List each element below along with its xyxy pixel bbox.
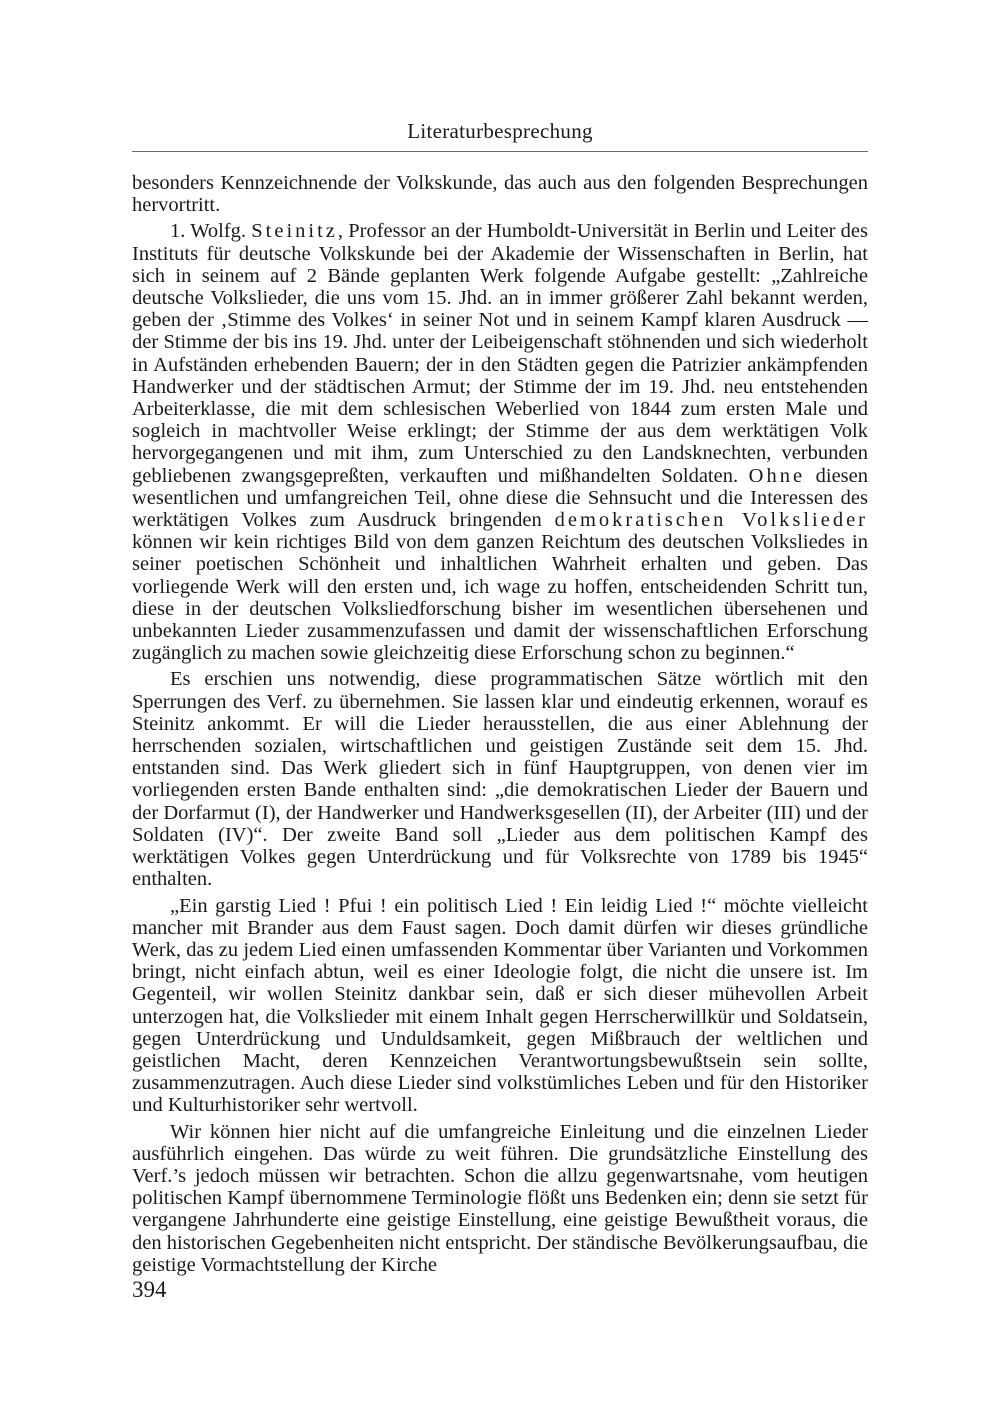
spaced-word-ohne: Ohne xyxy=(748,464,806,487)
spaced-phrase-demokratischen-volkslieder: demokratischen Volkslieder xyxy=(554,509,869,532)
paragraph-3: Es erschien uns notwendig, diese programmatischen Sätze wörtlich mit den Sperrungen des Verf. zu übernehmen. Sie lassen klar und eindeutig erkennen, worauf es Steinitz ankommt. Er will die Lieder herausstellen, die aus einer Ablehnung der herrschenden sozialen, wirtschaftlichen und geistigen Zustände seit dem 15. Jhd. entstanden sind. Das Werk gliedert sich in fünf Hauptgruppen, von denen vier im vorliegenden ersten Bande enthalten sind: „die demokratischen Lieder der Bauern und der Dorfarmut (I), der Handwerker und Handwerksgesellen (II), der Arbeiter (III) und der Soldaten (IV)“. Der zweite Band soll „Lieder aus dem politischen Kampf des werktätigen Volkes gegen Unterdrückung und für Volksrechte von 1789 bis 1945“ enthalten. xyxy=(132,668,868,891)
paragraph-2-part-c: diesen wesentlichen und umfangreichen Teil, ohne diese die Sehnsucht und die Interessen des werktätigen Volkes zum Ausdruck bringenden xyxy=(132,464,868,532)
paragraph-5: Wir können hier nicht auf die umfangreiche Einleitung und die einzelnen Lieder ausführlich eingehen. Das würde zu weit führen. Die grundsätzliche Einstellung des Verf.’s jedoch müssen wir betrachten. Schon die allzu gegenwartsnahe, vom heutigen politischen Kampf übernommene Terminologie flößt uns Bedenken ein; denn sie setzt für vergangene Jahrhunderte eine geistige Einstellung, eine geistige Bewußtheit voraus, die den historischen Gegebenheiten nicht entspricht. Der ständische Bevölkerungsaufbau, die geistige Vormachtstellung der Kirche xyxy=(132,1120,868,1276)
page-number: 394 xyxy=(132,1277,167,1302)
header-rule xyxy=(132,151,868,152)
paragraph-2 xyxy=(132,220,868,664)
paragraph-2-part-a: 1. Wolfg. xyxy=(170,220,252,243)
paragraph-2-part-d: können wir kein richtiges Bild von dem ganzen Reichtum des deutschen Volksliedes in seiner poetischen Schönheit und inhaltlichen Wahrheit erhalten und geben. Das vorliegende Werk will den ersten und, ich wage zu hoffen, entscheidenden Schritt tun, diese in der deutschen Volksliedforschung bisher im wesentlichen übersehenen und unbekannten Lieder zusammenzufassen und damit der wissenschaftlichen Erforschung zugänglich zu machen sowie gleichzeitig diese Erforschung schon zu beginnen.“ xyxy=(132,531,868,665)
paragraph-2-part-b: , Professor an der Humboldt-Universität in Berlin und Leiter des Instituts für deutsche Volkskunde bei der Akademie der Wissenschaften in Berlin, hat sich in seinem auf 2 Bände geplanten Werk folgende Aufgabe gestellt: „Zahlreiche deutsche Volkslieder, die uns vom 15. Jhd. an in immer größerer Zahl bekannt werden, geben der ‚Stimme des Volkes‘ in seiner Not und in seinem Kampf klaren Ausdruck — der Stimme der bis ins 19. Jhd. unter der Leibeigenschaft stöhnenden und sich wiederholt in Aufständen erhebenden Bauern; der in den Städten gegen die Patrizier ankämpfenden Handwerker und der städtischen Armut; der Stimme der im 19. Jhd. neu entstehenden Arbeiterklasse, die mit dem schlesischen Weberlied von 1844 zum ersten Male und sogleich in machtvoller Weise erklingt; der Stimme der aus dem werktätigen Volk hervorgegangenen und mit ihm, zum Unterschied zu den Landsknechten, verbunden gebliebenen zwangsgepreßten, verkauften und mißhandelten Soldaten. xyxy=(132,220,869,487)
spaced-author-name: Steinitz xyxy=(251,220,338,243)
body-text xyxy=(132,172,868,1280)
paragraph-4: „Ein garstig Lied ! Pfui ! ein politisch Lied ! Ein leidig Lied !“ möchte vielleicht mancher mit Brander aus dem Faust sagen. Doch damit dürfen wir dieses gründliche Werk, das zu jedem Lied einen umfassenden Kommentar über Varianten und Vorkommen bringt, nicht einfach abtun, weil es einer Ideologie folgt, die nicht die unsere ist. Im Gegenteil, wir wollen Steinitz dankbar sein, daß er sich dieser mühevollen Arbeit unterzogen hat, die Volkslieder mit einem Inhalt gegen Herrscherwillkür und Soldatsein, gegen Unterdrückung und Unduldsamkeit, gegen Mißbrauch der weltlichen und geistlichen Macht, deren Kennzeichen Verantwortungsbewußtsein sein sollte, zusammenzutragen. Auch diese Lieder sind volkstümliches Leben und für den Historiker und Kulturhistoriker sehr wertvoll. xyxy=(132,894,868,1117)
paragraph-1: besonders Kennzeichnende der Volkskunde, das auch aus den folgenden Besprechungen hervortritt. xyxy=(132,172,868,217)
running-head: Literaturbesprechung xyxy=(407,119,593,143)
